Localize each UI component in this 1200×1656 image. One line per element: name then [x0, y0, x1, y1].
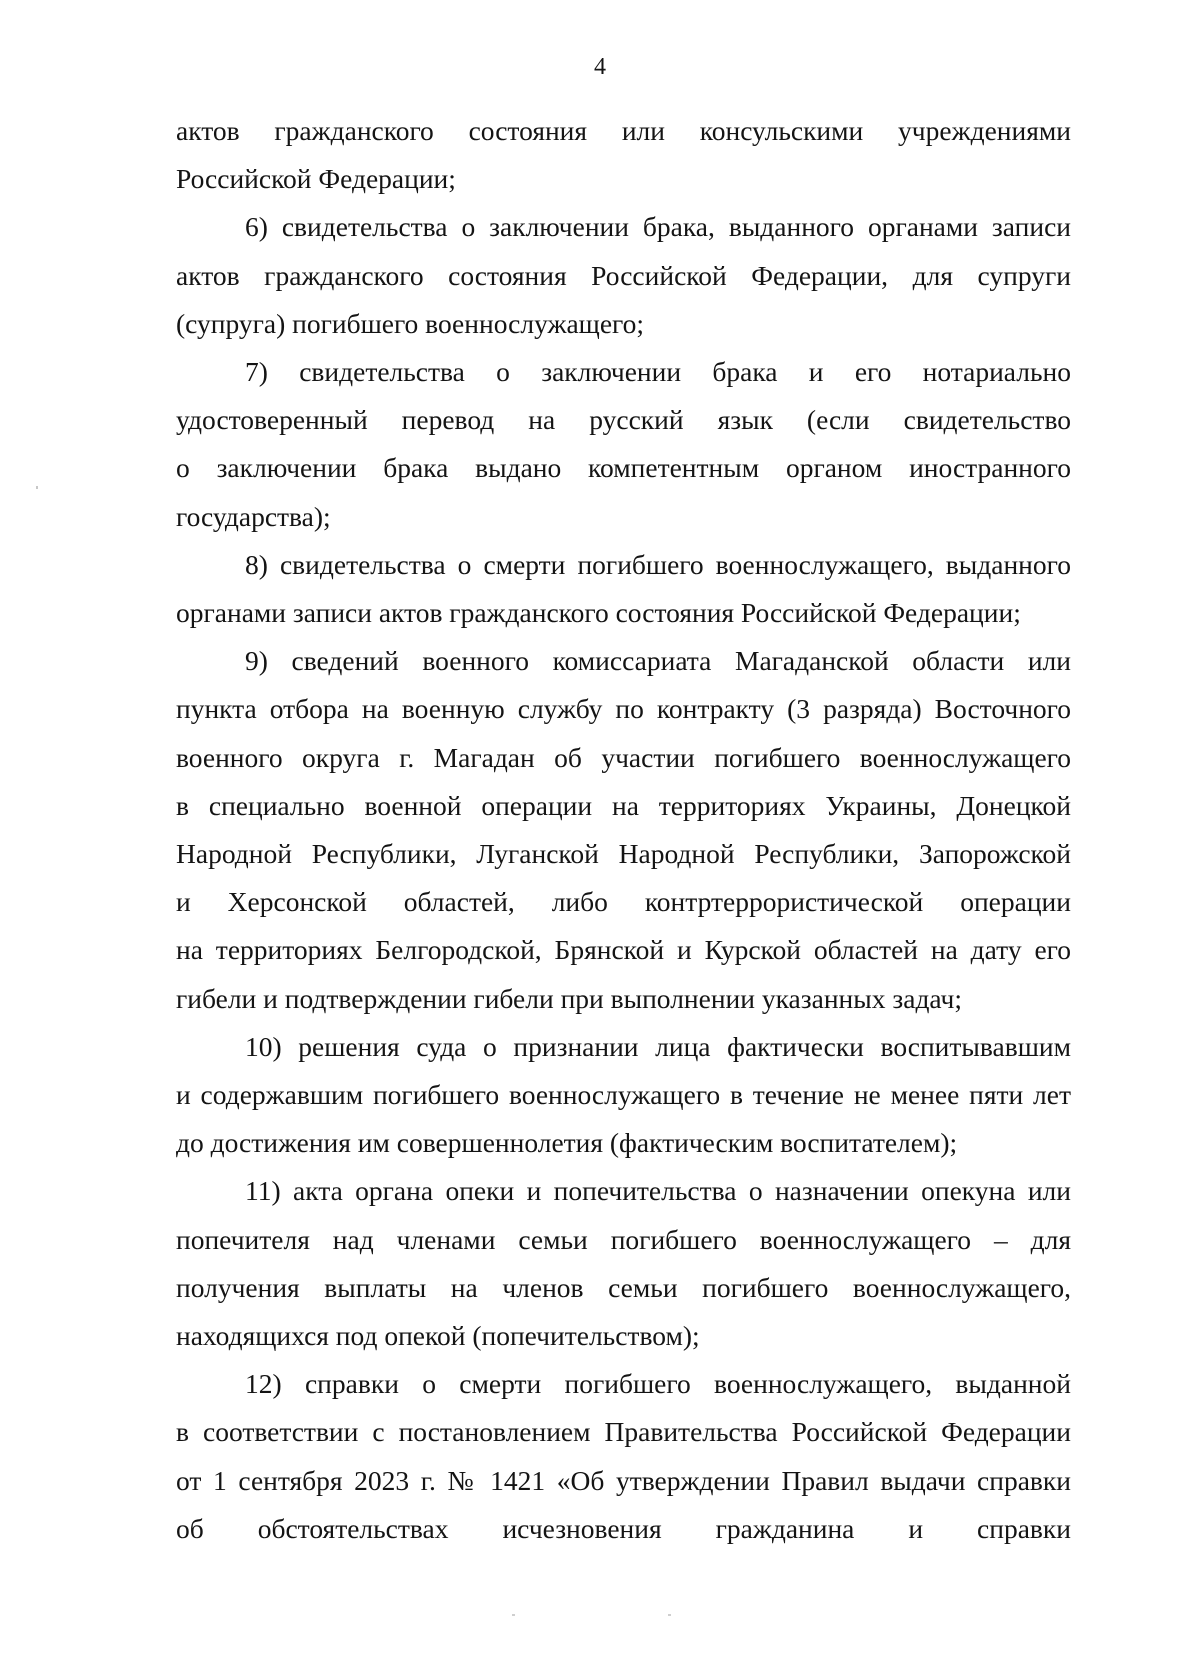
text-line: и Херсонской областей, либо контртеррористической операции — [176, 886, 1071, 918]
text-line: Российской Федерации; — [176, 163, 456, 195]
text-line: 11) акта органа опеки и попечительства о назначении опекуна или — [245, 1175, 1071, 1207]
text-line: актов гражданского состояния или консульскими учреждениями — [176, 115, 1071, 146]
paragraph-item-8 — [176, 541, 1071, 637]
text-line: удостоверенный перевод на русский язык (если свидетельство — [176, 404, 1071, 436]
text-line: 9) сведений военного комиссариата Магаданской области или — [245, 645, 1071, 677]
text-line: Народной Республики, Луганской Народной Республики, Запорожской — [176, 838, 1071, 870]
text-line: находящихся под опекой (попечительством); — [176, 1320, 700, 1352]
text-line: 12) справки о смерти погибшего военнослужащего, выданной — [245, 1368, 1071, 1400]
paragraph-item-9 — [176, 637, 1071, 1023]
paragraph-item-12 — [176, 1360, 1071, 1553]
text-line: актов гражданского состояния Российской Федерации, для супруги — [176, 259, 1071, 291]
text-line: от 1 сентября 2023 г. № 1421 «Об утверждении Правил выдачи справки — [176, 1464, 1071, 1496]
text-line: до достижения им совершеннолетия (фактическим воспитателем); — [176, 1127, 958, 1159]
text-line: об обстоятельствах исчезновения гражданина и справки — [176, 1512, 1071, 1544]
scan-artifact — [36, 486, 38, 489]
text-line: в соответствии с постановлением Правительства Российской Федерации — [176, 1416, 1071, 1448]
text-line: на территориях Белгородской, Брянской и Курской областей на дату его — [176, 934, 1071, 966]
page-number: 4 — [594, 54, 606, 80]
text-line: 6) свидетельства о заключении брака, выданного органами записи — [245, 211, 1071, 243]
paragraph-item-11 — [176, 1167, 1071, 1360]
scan-artifact — [668, 1614, 671, 1616]
paragraph-item-10 — [176, 1023, 1071, 1168]
text-line: государства); — [176, 500, 331, 532]
text-line: 10) решения суда о признании лица фактически воспитывавшим — [245, 1030, 1071, 1062]
scan-artifact — [512, 1614, 515, 1616]
text-line: военного округа г. Магадан об участии погибшего военнослужащего — [176, 741, 1071, 773]
text-line: попечителя над членами семьи погибшего военнослужащего – для — [176, 1223, 1071, 1255]
text-line: гибели и подтверждении гибели при выполнении указанных задач; — [176, 982, 963, 1014]
text-line: о заключении брака выдано компетентным органом иностранного — [176, 452, 1071, 484]
text-line: пункта отбора на военную службу по контракту (3 разряда) Восточного — [176, 693, 1071, 725]
text-line: 8) свидетельства о смерти погибшего военнослужащего, выданного — [245, 548, 1071, 580]
text-line: в специально военной операции на территориях Украины, Донецкой — [176, 789, 1071, 821]
paragraph-item-6 — [176, 203, 1071, 348]
text-line: получения выплаты на членов семьи погибшего военнослужащего, — [176, 1271, 1071, 1303]
paragraph-continuation — [176, 107, 1071, 203]
text-line: 7) свидетельства о заключении брака и его нотариально — [245, 356, 1071, 388]
text-line: и содержавшим погибшего военнослужащего в течение не менее пяти лет — [176, 1079, 1071, 1111]
document-body — [176, 107, 1071, 1553]
text-line: органами записи актов гражданского состояния Российской Федерации; — [176, 597, 1021, 629]
paragraph-item-7 — [176, 348, 1071, 541]
text-line: (супруга) погибшего военнослужащего; — [176, 307, 645, 339]
